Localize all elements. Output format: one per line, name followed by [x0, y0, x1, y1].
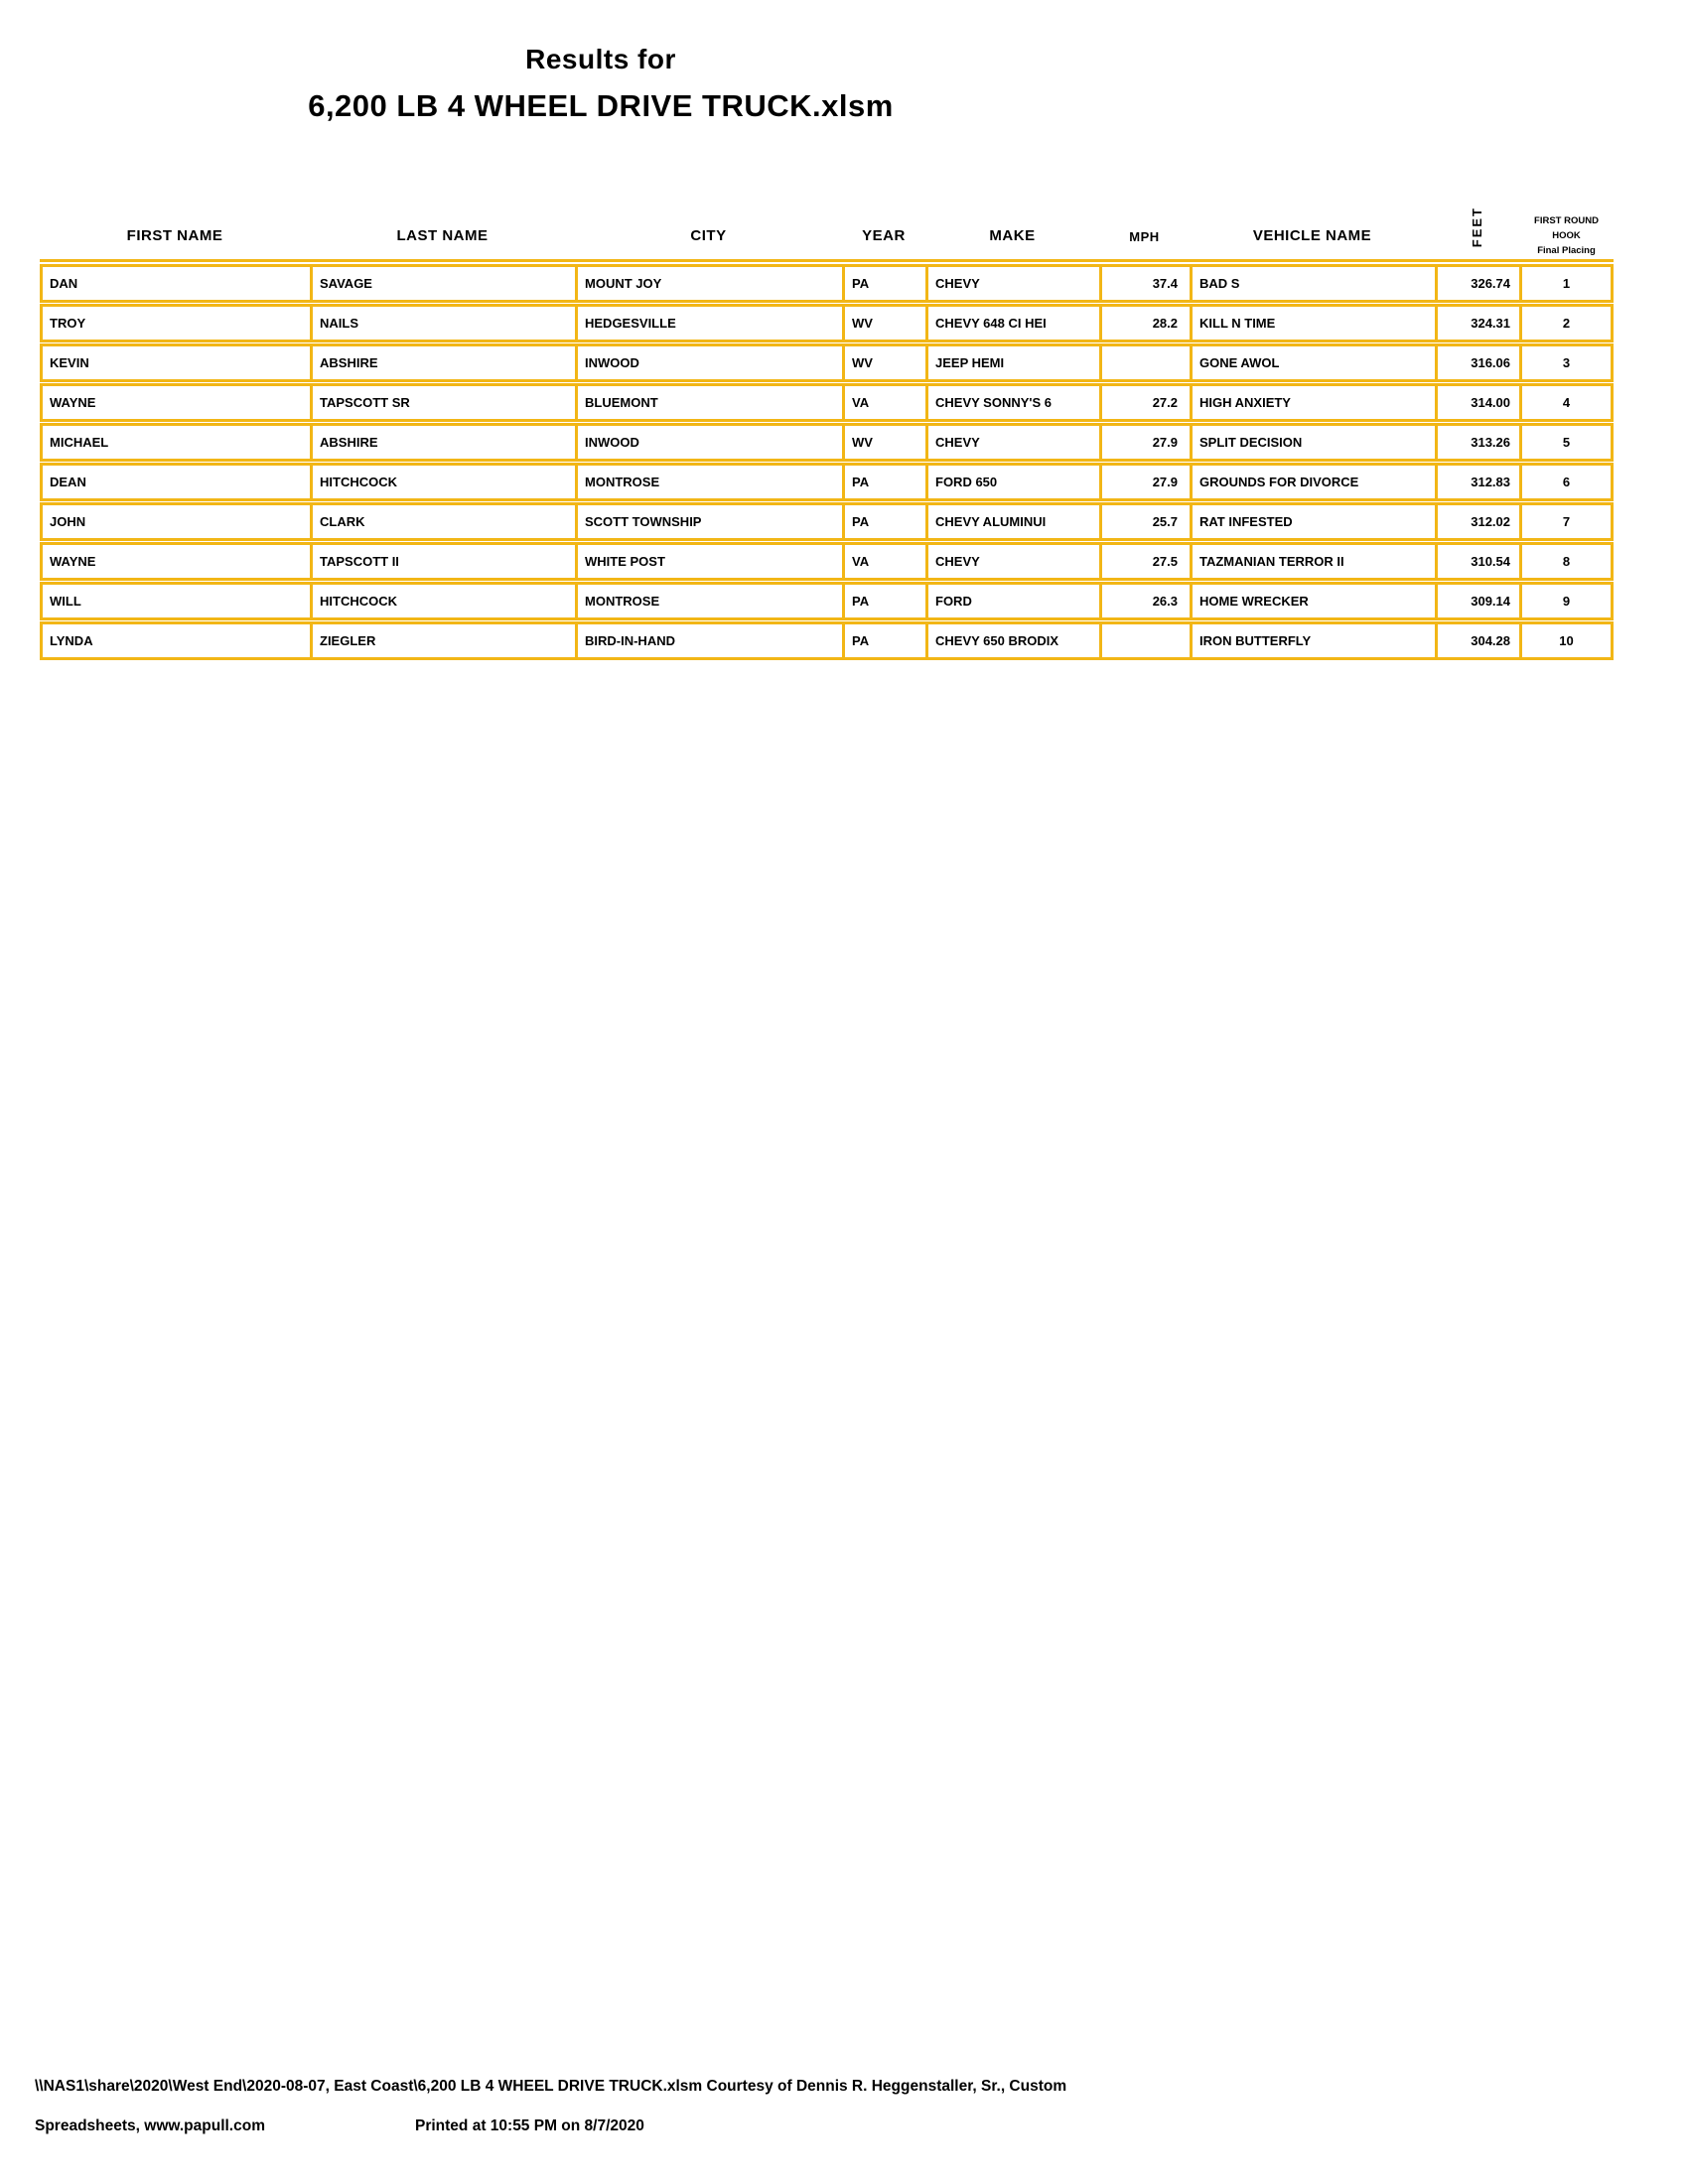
cell-mph: [1099, 624, 1190, 657]
cell-final-placing: 6: [1519, 466, 1611, 498]
cell-last-name: NAILS: [310, 307, 575, 340]
cell-make: CHEVY: [925, 545, 1099, 578]
cell-final-placing: 5: [1519, 426, 1611, 459]
cell-year: WV: [842, 346, 925, 379]
cell-first-name: JOHN: [50, 514, 86, 529]
cell-first-name: WAYNE: [50, 554, 96, 569]
table-row: [40, 423, 1614, 462]
cell-feet: 326.74: [1435, 267, 1519, 300]
cell-city: MOUNT JOY: [575, 267, 842, 300]
cell-first-name: WILL: [50, 594, 81, 609]
cell-city: INWOOD: [575, 346, 842, 379]
column-header-make: MAKE: [989, 227, 1036, 244]
cell-first-name: WAYNE: [50, 395, 96, 410]
cell-make: FORD: [925, 585, 1099, 617]
cell-first-name: LYNDA: [50, 633, 93, 648]
cell-first-name: DAN: [50, 276, 78, 291]
cell-last-name: CLARK: [310, 505, 575, 538]
hook-header-line1: FIRST ROUND: [1534, 215, 1599, 226]
cell-last-name: ABSHIRE: [310, 426, 575, 459]
cell-mph: 25.7: [1099, 505, 1190, 538]
cell-feet: 312.83: [1435, 466, 1519, 498]
cell-last-name: ZIEGLER: [310, 624, 575, 657]
cell-last-name: ABSHIRE: [310, 346, 575, 379]
cell-last-name: TAPSCOTT II: [310, 545, 575, 578]
table-row: [40, 463, 1614, 501]
cell-make: JEEP HEMI: [925, 346, 1099, 379]
cell-year: PA: [842, 466, 925, 498]
column-header-city: CITY: [690, 227, 727, 244]
hook-header-line2: HOOK: [1552, 230, 1581, 241]
cell-year: PA: [842, 624, 925, 657]
cell-mph: 37.4: [1099, 267, 1190, 300]
table-row: [40, 343, 1614, 382]
cell-final-placing: 2: [1519, 307, 1611, 340]
cell-vehicle-name: SPLIT DECISION: [1190, 426, 1435, 459]
cell-city: SCOTT TOWNSHIP: [575, 505, 842, 538]
cell-mph: 28.2: [1099, 307, 1190, 340]
footer-file-path: \\NAS1\share\2020\West End\2020-08-07, East Coast\6,200 LB 4 WHEEL DRIVE TRUCK.xlsm Courtesy of Dennis R. Heggenstaller, Sr., Custom: [35, 2078, 1067, 2095]
table-row: [40, 542, 1614, 581]
cell-final-placing: 3: [1519, 346, 1611, 379]
cell-final-placing: 7: [1519, 505, 1611, 538]
column-header-mph: MPH: [1129, 229, 1160, 244]
cell-last-name: SAVAGE: [310, 267, 575, 300]
cell-year: VA: [842, 545, 925, 578]
cell-feet: 312.02: [1435, 505, 1519, 538]
table-row: [40, 502, 1614, 541]
cell-feet: 324.31: [1435, 307, 1519, 340]
table-row: [40, 621, 1614, 660]
cell-year: PA: [842, 267, 925, 300]
cell-vehicle-name: IRON BUTTERFLY: [1190, 624, 1435, 657]
cell-make: CHEVY 650 BRODIX: [925, 624, 1099, 657]
column-header-feet-rotated-label: FEET: [1470, 206, 1484, 248]
cell-city: WHITE POST: [575, 545, 842, 578]
column-header-first-name: FIRST NAME: [126, 227, 223, 244]
cell-vehicle-name: BAD S: [1190, 267, 1435, 300]
cell-vehicle-name: GROUNDS FOR DIVORCE: [1190, 466, 1435, 498]
table-row: [40, 582, 1614, 620]
footer-printed-timestamp: Printed at 10:55 PM on 8/7/2020: [415, 2117, 644, 2134]
cell-final-placing: 9: [1519, 585, 1611, 617]
cell-make: CHEVY: [925, 426, 1099, 459]
cell-year: WV: [842, 426, 925, 459]
cell-feet: 316.06: [1435, 346, 1519, 379]
cell-make: CHEVY: [925, 267, 1099, 300]
table-row: [40, 383, 1614, 422]
cell-mph: 27.9: [1099, 466, 1190, 498]
column-header-first-round-hook: [1519, 213, 1614, 258]
table-top-rule: [40, 259, 1614, 262]
footer-line2: [35, 2107, 1653, 2146]
cell-year: PA: [842, 505, 925, 538]
report-title-filename: 6,200 LB 4 WHEEL DRIVE TRUCK.xlsm: [308, 88, 894, 123]
cell-feet: 304.28: [1435, 624, 1519, 657]
cell-feet: 314.00: [1435, 386, 1519, 419]
cell-make: FORD 650: [925, 466, 1099, 498]
cell-feet: 313.26: [1435, 426, 1519, 459]
cell-mph: 27.2: [1099, 386, 1190, 419]
column-header-year: YEAR: [862, 227, 906, 244]
cell-year: PA: [842, 585, 925, 617]
cell-city: BIRD-IN-HAND: [575, 624, 842, 657]
cell-city: HEDGESVILLE: [575, 307, 842, 340]
cell-mph: 27.5: [1099, 545, 1190, 578]
report-title-line1: Results for: [525, 44, 676, 74]
cell-mph: 26.3: [1099, 585, 1190, 617]
cell-first-name: KEVIN: [50, 355, 89, 370]
cell-vehicle-name: HIGH ANXIETY: [1190, 386, 1435, 419]
footer-website: Spreadsheets, www.papull.com: [35, 2117, 265, 2134]
column-header-feet: [1435, 195, 1519, 260]
report-title: [40, 44, 1162, 124]
cell-mph: 27.9: [1099, 426, 1190, 459]
column-header-vehicle-name: VEHICLE NAME: [1252, 227, 1372, 244]
cell-city: BLUEMONT: [575, 386, 842, 419]
cell-final-placing: 10: [1519, 624, 1611, 657]
cell-final-placing: 1: [1519, 267, 1611, 300]
cell-vehicle-name: RAT INFESTED: [1190, 505, 1435, 538]
cell-last-name: HITCHCOCK: [310, 585, 575, 617]
cell-make: CHEVY SONNY'S 6: [925, 386, 1099, 419]
report-footer: [35, 2067, 1653, 2146]
cell-first-name: DEAN: [50, 475, 86, 489]
cell-first-name: MICHAEL: [50, 435, 109, 450]
column-header-last-name: LAST NAME: [396, 227, 489, 244]
cell-vehicle-name: KILL N TIME: [1190, 307, 1435, 340]
hook-header-line3: Final Placing: [1537, 245, 1596, 256]
table-row: [40, 304, 1614, 342]
cell-year: VA: [842, 386, 925, 419]
cell-first-name: TROY: [50, 316, 86, 331]
results-table: [40, 264, 1614, 661]
cell-city: MONTROSE: [575, 466, 842, 498]
cell-final-placing: 4: [1519, 386, 1611, 419]
cell-last-name: TAPSCOTT SR: [310, 386, 575, 419]
cell-feet: 309.14: [1435, 585, 1519, 617]
cell-vehicle-name: GONE AWOL: [1190, 346, 1435, 379]
cell-vehicle-name: TAZMANIAN TERROR II: [1190, 545, 1435, 578]
cell-last-name: HITCHCOCK: [310, 466, 575, 498]
cell-make: CHEVY ALUMINUI: [925, 505, 1099, 538]
cell-year: WV: [842, 307, 925, 340]
cell-make: CHEVY 648 CI HEI: [925, 307, 1099, 340]
cell-vehicle-name: HOME WRECKER: [1190, 585, 1435, 617]
table-row: [40, 264, 1614, 303]
cell-city: INWOOD: [575, 426, 842, 459]
cell-feet: 310.54: [1435, 545, 1519, 578]
table-column-headers: [40, 191, 1614, 262]
cell-final-placing: 8: [1519, 545, 1611, 578]
cell-city: MONTROSE: [575, 585, 842, 617]
cell-mph: [1099, 346, 1190, 379]
